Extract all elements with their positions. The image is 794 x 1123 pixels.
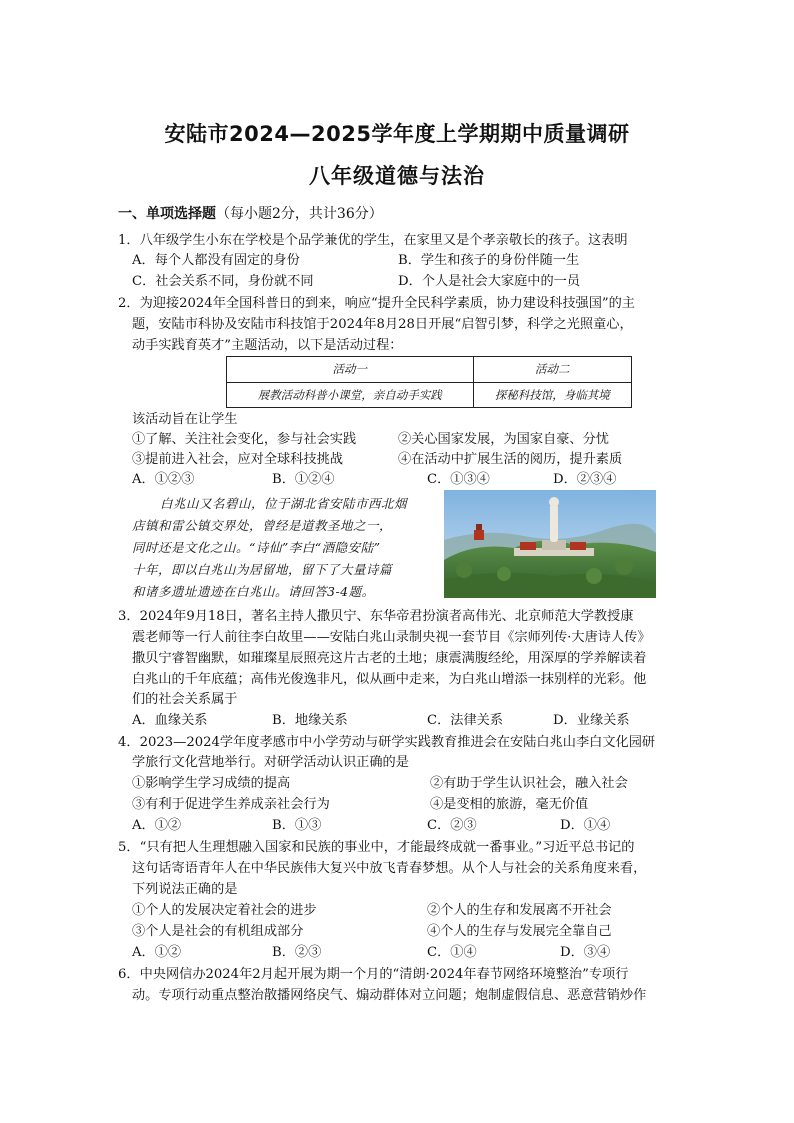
q6-stem-line2: 动。专项行动重点整治散播网络戾气、煽动群体对立问题；炮制虚假信息、恶意营销炒作	[132, 988, 647, 1003]
q2-lead: 该活动旨在让学生	[132, 412, 238, 427]
q4-option-a: A．①②	[132, 818, 182, 833]
q5-stem-line2: 这句话寄语青年人在中华民族伟大复兴中放飞青春梦想。从个人与社会的关系角度来看，	[132, 861, 647, 876]
activity-table-head-1: 活动一	[227, 357, 474, 383]
q3-option-b: B．地缘关系	[272, 713, 348, 728]
q3-stem-line1: 3．2024年9月18日，著名主持人撒贝宁、东华帝君扮演者高伟光、北京师范大学教授康	[118, 609, 634, 624]
q2-stem-line1: 2．为迎接2024年全国科普日的到来，响应“提升全民科学素质，协力建设科技强国”的主	[118, 296, 635, 311]
q5-option-b: B．②③	[272, 945, 322, 960]
section-title: 一、单项选择题	[118, 206, 216, 222]
intro-line-4: 十年，即以白兆山为居留地，留下了大量诗篇	[132, 562, 393, 577]
q2-option-d: D．②③④	[553, 472, 617, 487]
q3-stem-line5: 们的社会关系属于	[132, 692, 238, 707]
intro-line-2: 店镇和雷公镇交界处，曾经是道教圣地之一，	[132, 518, 393, 533]
q3-stem-line3: 撒贝宁睿智幽默，如璀璨星辰照亮这片古老的土地；康震满腹经纶，用深厚的学养解读着	[132, 651, 647, 666]
q4-option-d: D．①④	[560, 818, 611, 833]
intro-line-5: 和诸多遗址遗迹在白兆山。请回答3-4题。	[132, 584, 375, 599]
q5-statement-3: ③个人是社会的有机组成部分	[132, 924, 304, 939]
q3-option-a: A．血缘关系	[132, 713, 208, 728]
q4-stem-line1: 4．2023—2024学年度孝感市中小学劳动与研学实践教育推进会在安陆白兆山李白文化园研	[118, 735, 656, 750]
q4-statement-4: ④是变相的旅游，毫无价值	[430, 797, 589, 812]
q4-statement-2: ②有助于学生认识社会，融入社会	[430, 776, 628, 791]
q2-statement-4: ④在活动中扩展生活的阅历，提升素质	[398, 452, 623, 467]
q4-statement-3: ③有利于促进学生养成亲社会行为	[132, 797, 330, 812]
q2-statement-3: ③提前进入社会，应对全球科技挑战	[132, 452, 343, 467]
q4-statement-1: ①影响学生学习成绩的提高	[132, 776, 291, 791]
q4-option-b: B．①③	[272, 818, 322, 833]
q3-option-d: D．业缘关系	[553, 713, 630, 728]
q3-stem-line4: 白兆山的千年底蕴；高伟光俊逸非凡，似从画中走来，为白兆山增添一抹别样的光彩。他	[132, 672, 647, 687]
q2-option-b: B．①②④	[272, 472, 335, 487]
q5-option-c: C．①④	[427, 945, 477, 960]
activity-table-head-2: 活动二	[473, 357, 631, 383]
q1-option-b: B．学生和孩子的身份伴随一生	[398, 253, 580, 268]
q2-stem-line2: 题，安陆市科协及安陆市科技馆于2024年8月28日开展“启智引梦，科学之光照童心，	[132, 317, 633, 332]
exam-title: 安陆市2024—2025学年度上学期期中质量调研	[164, 122, 630, 146]
q2-option-c: C．①③④	[427, 472, 490, 487]
q2-statement-1: ①了解、关注社会变化，参与社会实践	[132, 432, 357, 447]
q4-option-c: C．②③	[427, 818, 477, 833]
activity-table-cell-2: 探秘科技馆，身临其境	[473, 382, 631, 408]
section-heading	[118, 203, 383, 223]
q1-option-d: D．个人是社会大家庭中的一员	[398, 274, 581, 289]
baizhao-mountain-photo	[444, 490, 656, 598]
q5-stem-line3: 下列说法正确的是	[132, 882, 238, 897]
q5-option-a: A．①②	[132, 945, 182, 960]
exam-subtitle: 八年级道德与法治	[309, 164, 485, 188]
q1-stem: 1．八年级学生小东在学校是个品学兼优的学生，在家里又是个孝亲敬长的孩子。这表明	[118, 233, 628, 248]
q5-option-d: D．③④	[560, 945, 611, 960]
q6-stem-line1: 6．中央网信办2024年2月起开展为期一个月的“清朗·2024年春节网络环境整治”专项行	[118, 967, 629, 982]
q5-stem-line1: 5．“只有把人生理想融入国家和民族的事业中，才能最终成就一番事业。”习近平总书记的	[118, 840, 635, 855]
activity-table-cell-1: 展教活动科普小课堂，亲自动手实践	[227, 382, 474, 408]
q2-stem-line3: 动手实践育英才”主题活动，以下是活动过程：	[132, 338, 403, 353]
activity-table	[226, 356, 632, 408]
q3-stem-line2: 震老师等一行人前往李白故里——安陆白兆山录制央视一套节目《宗师列传·大唐诗人传》	[132, 630, 651, 645]
q2-statement-2: ②关心国家发展，为国家自豪、分忧	[398, 432, 609, 447]
q1-option-c: C．社会关系不同，身份就不同	[132, 274, 314, 289]
intro-line-1: 白兆山又名碧山，位于湖北省安陆市西北烟	[160, 496, 408, 511]
intro-line-3: 同时还是文化之山。“诗仙”李白“酒隐安陆”	[132, 540, 381, 555]
q5-statement-1: ①个人的发展决定着社会的进步	[132, 903, 317, 918]
section-score-note: （每小题2分，共计36分）	[216, 206, 383, 222]
q5-statement-2: ②个人的生存和发展离不开社会	[427, 903, 612, 918]
q2-option-a: A．①②③	[132, 472, 195, 487]
q1-option-a: A．每个人都没有固定的身份	[132, 253, 300, 268]
q4-stem-line2: 学旅行文化营地举行。对研学活动认识正确的是	[132, 755, 409, 770]
q3-option-c: C．法律关系	[427, 713, 504, 728]
q5-statement-4: ④个人的生存与发展完全靠自己	[427, 924, 612, 939]
